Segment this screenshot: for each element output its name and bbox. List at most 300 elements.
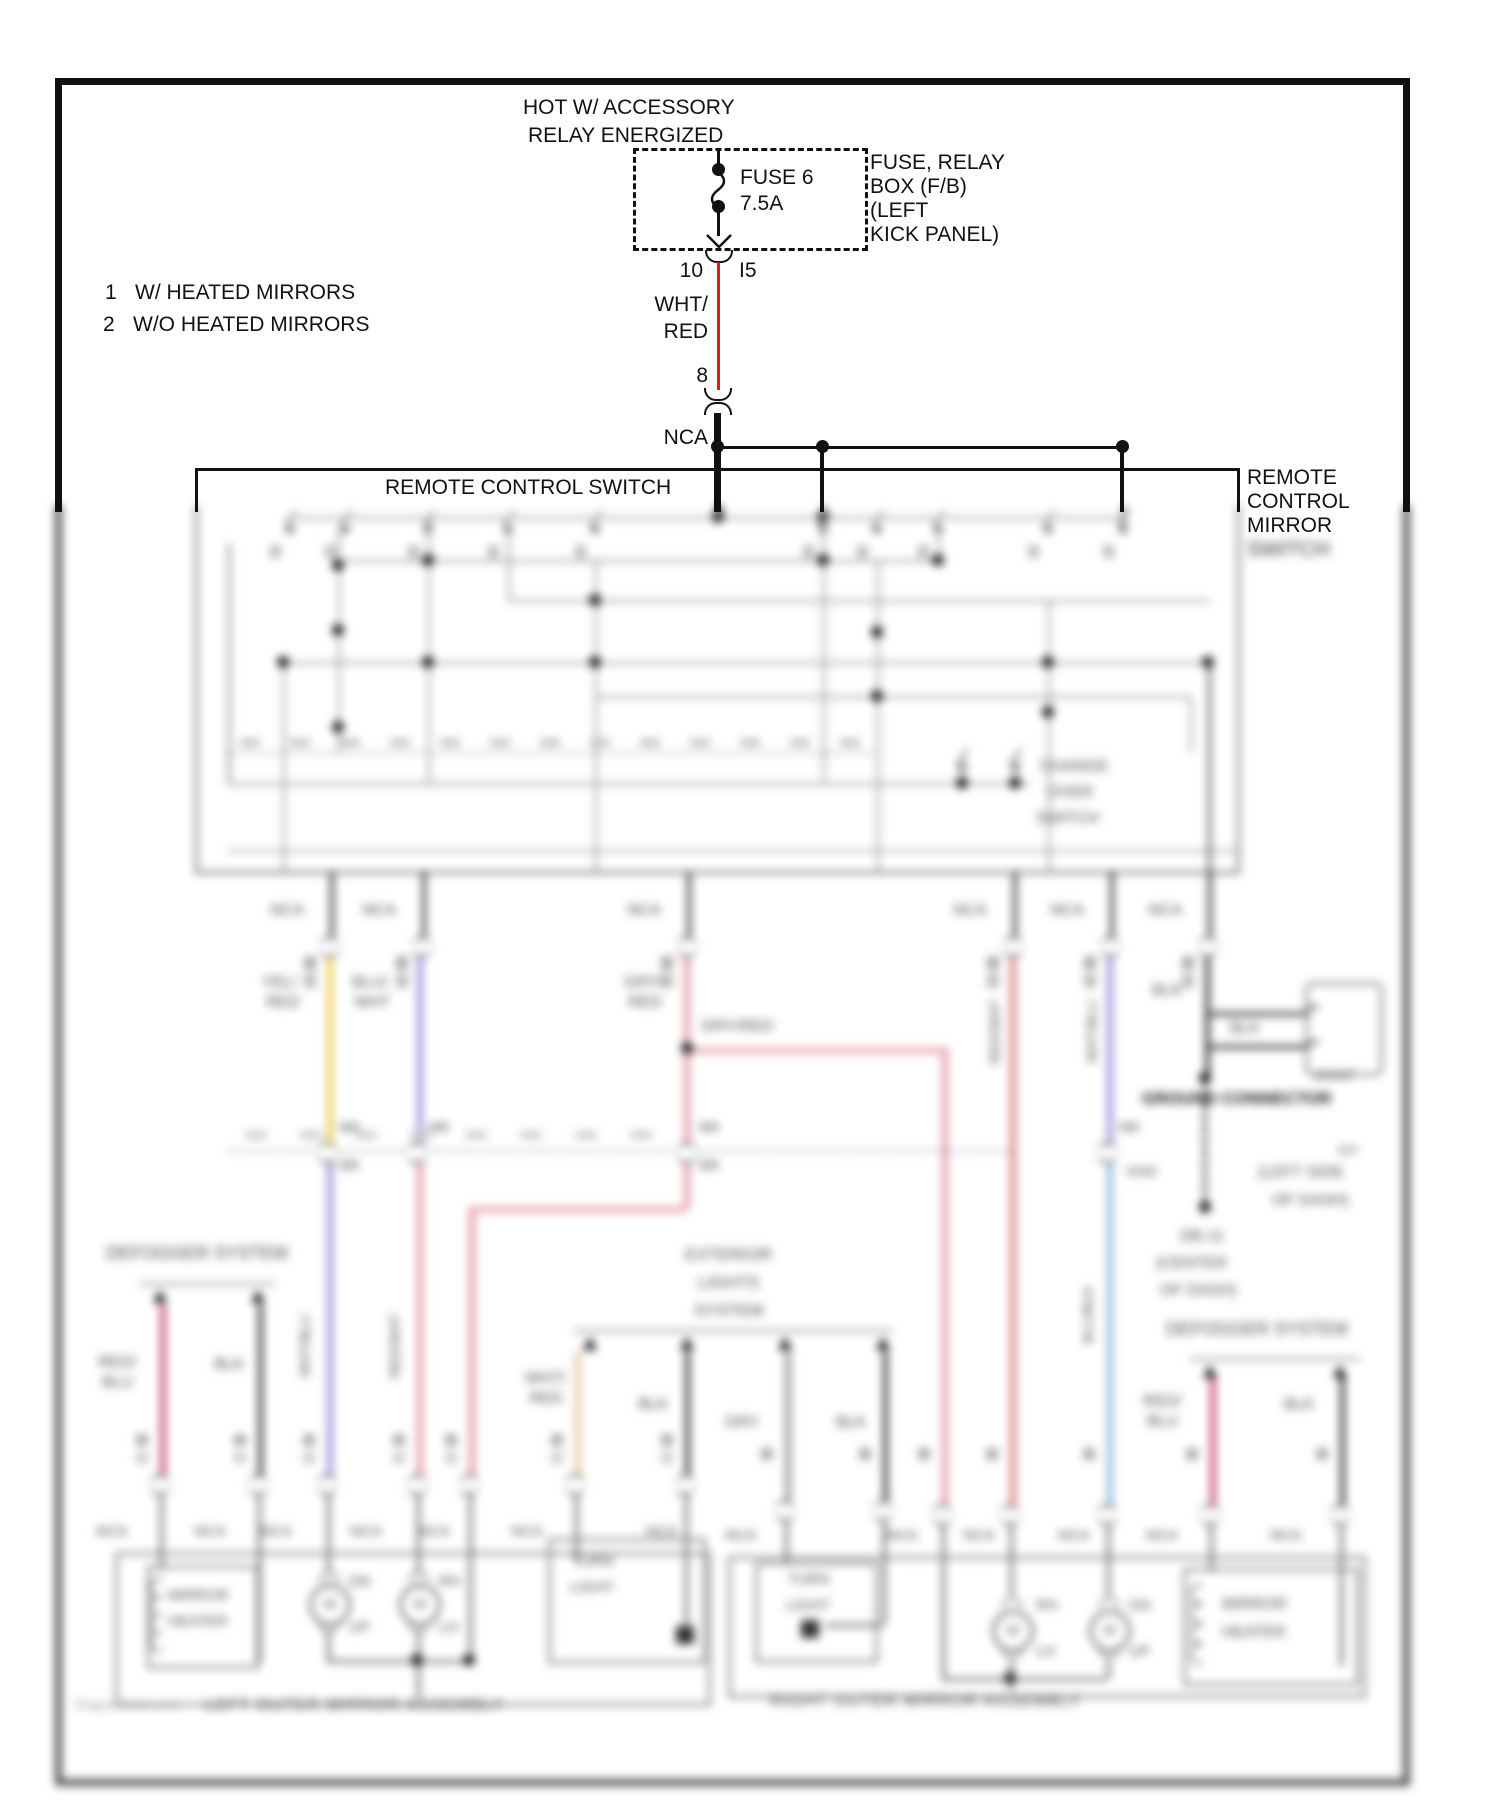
gnd-label: GND — [1126, 1163, 1158, 1179]
pin-number-blob — [429, 1122, 449, 1132]
pin-number-blob — [396, 974, 408, 988]
pin-number-blob — [240, 739, 260, 746]
legend-text-2: W/O HEATED MIRRORS — [133, 313, 370, 336]
motor-leftright-left: M — [399, 1584, 441, 1626]
inline-connector-icon — [676, 936, 698, 958]
pin-number-blob — [859, 1448, 871, 1460]
defog-r-wire2: BLK — [1284, 1396, 1315, 1413]
arrow-up-icon — [153, 1290, 167, 1303]
heater-element-icon — [1190, 1604, 1202, 1624]
junction-dot — [956, 777, 968, 789]
nca-label: NCA — [270, 902, 304, 919]
pin-number-blob — [303, 1434, 315, 1446]
inline-connector-icon — [1329, 1504, 1351, 1526]
wire-segment — [508, 600, 1210, 602]
nca-label: NCA — [96, 1523, 128, 1540]
wire-segment — [140, 1283, 275, 1285]
ext-wire4: BLK — [836, 1414, 867, 1431]
wire-label-vert-3: RED/WHT — [986, 999, 1003, 1065]
wire-segment — [228, 850, 1237, 852]
nca-label: NCA — [1146, 1527, 1178, 1544]
wire-wht-red — [717, 262, 720, 390]
nca-label-top: NCA — [663, 426, 708, 449]
pin-number-blob — [1186, 1448, 1198, 1460]
m4-bottom-label: UP — [1129, 1643, 1150, 1660]
turn-light-l-1: TURN — [572, 1553, 614, 1570]
wire-label-blk2: BLK — [1230, 1020, 1261, 1037]
inline-connector-icon — [406, 1142, 428, 1164]
nca-label: NCA — [1058, 1527, 1090, 1544]
pin-number-blob — [390, 739, 410, 746]
wire-segment — [258, 1305, 263, 1478]
wire-segment — [285, 517, 1125, 519]
inline-connector-icon — [411, 936, 433, 958]
pin-number-blob — [1084, 956, 1096, 970]
nca-label: NCA — [627, 902, 661, 919]
ext-wire3: GRY — [725, 1414, 760, 1431]
pin-number-blob — [540, 739, 560, 746]
pin-number-blob — [1119, 1122, 1139, 1132]
wire-segment — [883, 1352, 888, 1504]
switch-box-right-edge — [1237, 468, 1240, 512]
pin-i5-label: I5 — [739, 259, 757, 282]
wire-segment — [327, 950, 333, 1146]
wire-label-gry: GRY/ — [624, 974, 663, 991]
pin-number-blob — [1182, 974, 1194, 988]
pin-number-blob — [590, 739, 610, 746]
inline-connector-icon — [319, 936, 341, 958]
wire-color-wht: WHT/ — [654, 293, 708, 316]
inline-connector-icon — [1096, 1504, 1118, 1526]
pin-number-blob — [551, 1434, 563, 1446]
wire-segment — [595, 696, 1190, 698]
defogger-right-title: DEFOGGER SYSTEM — [1166, 1319, 1349, 1339]
inline-connector-icon — [1197, 936, 1219, 958]
wire-segment — [228, 783, 1030, 785]
wire-segment — [687, 1048, 945, 1053]
turn-light-r-2: LIGHT — [786, 1597, 831, 1614]
wire-segment — [55, 1779, 1410, 1786]
nca-label: NCA — [646, 1523, 678, 1540]
turn-lamp-icon — [801, 1620, 819, 1638]
nca-label: NCA — [511, 1523, 543, 1540]
nca-label: NCA — [260, 1523, 292, 1540]
arrow-up-icon — [778, 1337, 792, 1350]
exterior-line2: LIGHTS — [698, 1273, 760, 1292]
pin-number-blob — [520, 1131, 542, 1139]
inline-connector-icon — [1199, 1504, 1221, 1526]
inline-connector-icon — [247, 1474, 269, 1496]
wire-segment — [1340, 1378, 1345, 1508]
inline-connector-icon — [458, 1474, 480, 1496]
junction-dot — [1199, 1201, 1211, 1213]
pin-number-blob — [1305, 1040, 1319, 1044]
wire-segment — [1110, 871, 1114, 936]
pin-number-blob — [918, 1448, 930, 1460]
inline-connector-icon — [316, 1474, 338, 1496]
fusebox-location-1: FUSE, RELAY — [870, 151, 1005, 174]
watermark: DiagramData.com — [75, 1697, 180, 1712]
nca-label: NCA — [886, 1527, 918, 1544]
nca-label: NCA — [418, 1523, 450, 1540]
turn-light-r-1: TURN — [788, 1571, 830, 1588]
wire-label-yel: YEL/ — [262, 974, 297, 991]
pin-number-blob — [1316, 1448, 1328, 1460]
junction-dot — [1042, 656, 1054, 668]
pin-number-blob — [355, 1131, 377, 1139]
branch-wire — [716, 446, 1125, 449]
inline-connector-icon — [564, 1474, 586, 1496]
turn-lamp-icon — [676, 1626, 694, 1644]
defog-l-wire1b: BLU — [102, 1374, 134, 1391]
inline-connector-icon — [1099, 936, 1121, 958]
arrow-up-icon — [680, 1337, 694, 1350]
left-assembly-caption: LEFT OUTER MIRROR ASSEMBLY — [205, 1695, 505, 1714]
center-dash-2: OF DASH) — [1160, 1282, 1237, 1299]
pin-number-blob — [408, 545, 419, 558]
junction-dot — [332, 624, 344, 636]
pin-number-blob — [630, 1131, 652, 1139]
wire-segment — [684, 950, 690, 1207]
wire-segment — [417, 950, 423, 1146]
junction-dot — [711, 440, 724, 453]
fusebox-location-2: BOX (F/B) — [870, 175, 967, 198]
wire-segment — [1208, 662, 1211, 871]
switch-box-top-edge — [195, 468, 1240, 471]
nca-label: NCA — [1148, 902, 1182, 919]
dashed-connector-line — [228, 1150, 1010, 1152]
pin-number-blob — [987, 956, 999, 970]
pin-number-blob — [393, 1452, 405, 1464]
pin-number-blob — [136, 1434, 148, 1446]
pin-number-blob — [1083, 1448, 1095, 1460]
wire-segment — [877, 560, 879, 871]
junction-dot — [681, 1042, 693, 1054]
heater-element-icon — [1190, 1584, 1202, 1604]
arrow-up-icon — [251, 1290, 265, 1303]
heater-element-icon — [1190, 1624, 1202, 1644]
ground-connector-label: GROUND CONNECTOR — [1142, 1089, 1332, 1108]
wire-label-blu: BLU/ — [352, 974, 388, 991]
wire-segment — [195, 871, 1240, 874]
junction-dot — [422, 554, 434, 566]
mirror-heater-r-2: HEATER — [1222, 1624, 1286, 1641]
wire-segment — [685, 1352, 690, 1478]
wire-segment — [160, 1305, 166, 1478]
branch-drop-wire — [820, 446, 824, 512]
nca-label: NCA — [953, 902, 987, 919]
pin-number-blob — [1028, 545, 1039, 558]
joint-connector-label: JOINT — [1314, 1067, 1355, 1083]
pin-number-blob — [445, 1434, 457, 1446]
wire-segment — [1237, 505, 1240, 871]
junction-dot — [1042, 706, 1054, 718]
pin-number-blob — [840, 739, 860, 746]
pin-number-blob — [1103, 545, 1114, 558]
left-side-dash-1: (LEFT SIDE — [1258, 1164, 1344, 1181]
wire-segment — [1208, 871, 1212, 936]
wire-segment — [1190, 1358, 1360, 1360]
gy-label: GY — [1338, 1142, 1359, 1158]
wire-label-vert-1: WHT/BLU — [296, 1314, 313, 1378]
defog-l-wire2: BLK — [214, 1356, 245, 1373]
wire-label-vert-4: WHT/BLU — [1083, 1000, 1100, 1064]
inline-connector-icon — [149, 1474, 171, 1496]
side-label-line4: SWITCH — [1247, 538, 1330, 561]
pin-number-blob — [270, 545, 281, 558]
pin-number-blob — [1182, 956, 1194, 970]
ext-wire1b: RED — [529, 1390, 563, 1407]
fusebox-location-4: KICK PANEL) — [870, 223, 1000, 246]
pin-number-blob — [790, 739, 810, 746]
defog-r-wire1b: BLU — [1147, 1413, 1179, 1430]
pin-number-blob — [740, 739, 760, 746]
pin-number-blob — [339, 1122, 359, 1132]
heater-element-icon — [150, 1614, 162, 1634]
pin-number-blob — [661, 1434, 673, 1446]
center-dash-1: (CENTER — [1156, 1255, 1228, 1272]
arrow-up-icon — [1333, 1365, 1347, 1378]
pin-number-blob — [699, 1160, 719, 1170]
wire-segment — [1010, 950, 1016, 1508]
wire-segment — [785, 1352, 791, 1504]
fuse-name: FUSE 6 — [740, 166, 814, 189]
wire-label-vert-2: RED/WHT — [386, 1313, 403, 1379]
switch-box-left-edge — [195, 468, 198, 512]
junction-dot — [712, 511, 724, 523]
heater-element-icon — [1190, 1644, 1202, 1664]
nca-label: NCA — [1270, 1527, 1302, 1544]
right-assembly-caption: RIGHT OUTER MIRROR ASSEMBLY — [770, 1691, 1082, 1710]
pin-number-blob — [445, 1452, 457, 1464]
m1-bottom-label: UP — [349, 1619, 370, 1636]
pin-number-blob — [304, 956, 316, 970]
wire-nca — [714, 413, 721, 512]
wire-segment — [327, 1154, 333, 1478]
defog-r-wire1a: RED/ — [1143, 1393, 1182, 1410]
changeover-line1: CHANGE — [1040, 758, 1109, 775]
pin-number-blob — [803, 545, 814, 558]
pin-number-blob — [575, 545, 586, 558]
arrow-down-icon — [706, 234, 732, 249]
wire-segment — [55, 505, 62, 1786]
wire-segment — [283, 662, 285, 871]
wire-segment — [1205, 950, 1210, 1078]
wire-label-gry2: RED — [628, 994, 662, 1011]
motor-updown-left: M — [309, 1584, 351, 1626]
wire-segment — [227, 543, 231, 783]
wire-segment — [508, 530, 510, 600]
wire-segment — [469, 1207, 687, 1212]
junction-dot — [932, 554, 944, 566]
wire-segment — [1107, 1154, 1113, 1508]
hot-accessory-line2: RELAY ENERGIZED — [528, 124, 724, 147]
wire-segment — [1048, 600, 1050, 871]
pin-number-blob — [304, 974, 316, 988]
pin-number-blob — [396, 956, 408, 970]
mirror-heater-l-1: MIRROR — [168, 1587, 229, 1604]
motor-leftright-right: M — [1089, 1610, 1131, 1652]
frame-top-border — [55, 78, 1410, 85]
pin-number-blob — [136, 1452, 148, 1464]
junction-dot — [277, 656, 289, 668]
inline-connector-icon — [676, 1142, 698, 1164]
pin-number-blob — [303, 1452, 315, 1464]
turn-light-l-2: LIGHT — [570, 1579, 615, 1596]
pin-number-blob — [234, 1434, 246, 1446]
heater-element-icon — [150, 1578, 162, 1598]
wire-label-blk: BLK — [1152, 982, 1183, 999]
junction-dot — [332, 721, 344, 733]
legend-num-1: 1 — [105, 281, 117, 304]
side-label-line2: CONTROL — [1247, 490, 1350, 513]
junction-dot — [589, 656, 601, 668]
pin-number-blob — [761, 1448, 773, 1460]
wire-label-yel2: RED — [266, 994, 300, 1011]
pin-number-blob — [300, 1131, 322, 1139]
wire-segment — [1208, 1045, 1310, 1049]
wire-segment — [595, 560, 597, 871]
wire-segment — [687, 871, 691, 936]
junction-dot — [1199, 1072, 1211, 1084]
wire-label-gryred-h: GRY/RED — [701, 1018, 774, 1035]
wire-segment — [195, 505, 198, 871]
wire-segment — [1403, 505, 1410, 1786]
changeover-line3: SWITCH — [1036, 810, 1100, 827]
db11-label: DB-11 — [1180, 1228, 1225, 1245]
junction-dot — [1202, 656, 1214, 668]
hot-accessory-line1: HOT W/ ACCESSORY — [523, 96, 735, 119]
m3-bottom-label: LH — [1036, 1643, 1056, 1660]
wire-segment — [469, 1207, 475, 1478]
side-label-line1: REMOTE — [1247, 466, 1337, 489]
junction-dot — [589, 594, 601, 606]
junction-dot — [871, 626, 883, 638]
pin-number-blob — [465, 1131, 487, 1139]
branch-drop-wire — [1120, 446, 1124, 512]
mirror-heater-l-2: HEATER — [168, 1613, 228, 1630]
fuse-rating: 7.5A — [740, 192, 784, 215]
junction-dot — [871, 690, 883, 702]
defogger-left-title: DEFOGGER SYSTEM — [106, 1243, 289, 1263]
nca-label: NCA — [1050, 902, 1084, 919]
wire-label-blu2: WHT — [354, 994, 391, 1011]
heater-element-icon — [150, 1596, 162, 1616]
wire-label-vert-5: BLU/BLK — [1079, 1285, 1096, 1344]
pin-number-blob — [640, 739, 660, 746]
pin-number-blob — [393, 1434, 405, 1446]
legend-text-1: W/ HEATED MIRRORS — [135, 281, 356, 304]
inline-connector-icon — [674, 1474, 696, 1496]
pin-number-blob — [661, 956, 673, 970]
wire-segment — [1107, 950, 1113, 1146]
inline-connector-icon — [1002, 936, 1024, 958]
fusebox-location-3: (LEFT — [870, 199, 929, 222]
joint-connector-box — [1305, 982, 1383, 1076]
wire-segment — [942, 1048, 948, 1508]
junction-dot — [332, 559, 344, 571]
side-label-line3: MIRROR — [1247, 514, 1333, 537]
inline-connector-icon — [931, 1504, 953, 1526]
motor-updown-right: M — [992, 1610, 1034, 1652]
wire-segment — [1013, 871, 1017, 936]
pin-number-blob — [699, 1122, 719, 1132]
inline-connector-icon — [999, 1504, 1021, 1526]
m3-top-label: RH — [1036, 1597, 1058, 1614]
pin-number-blob — [339, 1160, 359, 1170]
inline-connector-icon — [872, 1500, 894, 1522]
inline-connector-icon — [406, 1474, 428, 1496]
exterior-line1: EXTERIOR — [685, 1245, 772, 1264]
junction-dot — [817, 554, 829, 566]
pin-number-blob — [1305, 1005, 1319, 1009]
arrow-up-icon — [583, 1337, 597, 1350]
m2-top-label: RH — [439, 1573, 461, 1590]
pin-number-blob — [857, 545, 868, 558]
wire-segment — [1210, 1378, 1216, 1508]
left-side-dash-2: OF DASH) — [1272, 1192, 1349, 1209]
junction-dot — [1009, 777, 1021, 789]
ext-wire2: BLK — [638, 1396, 669, 1413]
switch-box-title: REMOTE CONTROL SWITCH — [385, 476, 672, 499]
pin-number-blob — [234, 1452, 246, 1464]
pin-10-label: 10 — [679, 259, 703, 282]
pin-number-blob — [340, 739, 360, 746]
m2-bottom-label: LH — [439, 1619, 459, 1636]
pin-number-blob — [986, 1448, 998, 1460]
changeover-line2: OVER — [1048, 784, 1094, 801]
pin-number-blob — [290, 739, 310, 746]
wire-segment — [422, 871, 426, 936]
inline-connector-icon — [1096, 1142, 1118, 1164]
pin-number-blob — [325, 545, 336, 558]
wire-segment — [575, 1352, 581, 1478]
frame-right-border — [1403, 78, 1410, 512]
nca-label: NCA — [725, 1527, 757, 1544]
pin-number-blob — [661, 1452, 673, 1464]
pin-number-blob — [490, 739, 510, 746]
arrow-up-icon — [1203, 1365, 1217, 1378]
pin-number-blob — [440, 739, 460, 746]
arrow-up-icon — [876, 1337, 890, 1350]
nca-label: NCA — [350, 1523, 382, 1540]
junction-dot — [422, 656, 434, 668]
dashed-connector-line — [228, 752, 872, 754]
wire-segment — [345, 560, 940, 562]
pin-number-blob — [918, 545, 929, 558]
inline-connector-icon — [316, 1142, 338, 1164]
wire-segment — [573, 1330, 893, 1332]
heater-element-icon — [150, 1632, 162, 1652]
wire-segment — [1190, 696, 1192, 752]
nca-label: NCA — [963, 1527, 995, 1544]
wire-segment — [1208, 1012, 1310, 1016]
ext-wire1a: WHT/ — [525, 1370, 566, 1387]
pin-number-blob — [488, 545, 499, 558]
mirror-heater-r-1: MIRROR — [1222, 1596, 1287, 1613]
legend-num-2: 2 — [103, 313, 115, 336]
defog-l-wire1a: RED/ — [98, 1354, 137, 1371]
nca-label: NCA — [362, 902, 396, 919]
wire-color-red: RED — [663, 320, 708, 343]
pin-number-blob — [551, 1452, 563, 1464]
frame-left-border — [55, 78, 62, 512]
nca-label: NCA — [194, 1523, 226, 1540]
pin-number-blob — [690, 739, 710, 746]
fuse-wire-bottom — [717, 212, 720, 236]
m4-top-label: DN — [1129, 1597, 1151, 1614]
wire-segment — [417, 1154, 423, 1478]
